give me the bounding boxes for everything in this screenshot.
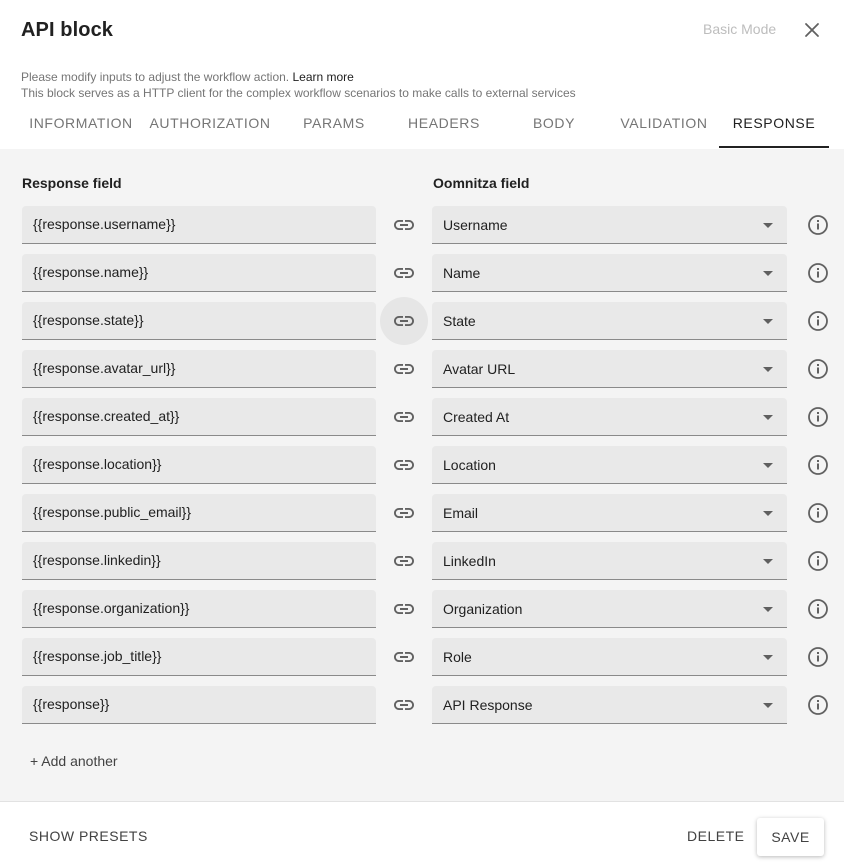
mapping-row (0, 398, 844, 436)
chevron-down-icon (763, 463, 773, 468)
mapping-row (0, 590, 844, 628)
basic-mode-toggle[interactable]: Basic Mode (703, 21, 777, 37)
oomnitza-field-select[interactable] (432, 590, 787, 628)
mapping-row (0, 206, 844, 244)
link-icon (392, 549, 416, 573)
info-icon (806, 261, 830, 285)
oomnitza-field-value: Location (443, 457, 496, 473)
link-icon (392, 453, 416, 477)
oomnitza-field-select[interactable] (432, 638, 787, 676)
info-icon (806, 357, 830, 381)
description-line-2: This block serves as a HTTP client for the complex workflow scenarios to make calls to external services (21, 86, 576, 100)
chevron-down-icon (763, 271, 773, 276)
oomnitza-field-select[interactable] (432, 542, 787, 580)
tab-validation[interactable]: VALIDATION (620, 115, 708, 131)
link-icon (392, 357, 416, 381)
mapping-row (0, 350, 844, 388)
dialog-footer (0, 801, 844, 864)
oomnitza-field-value: Role (443, 649, 472, 665)
link-button[interactable] (380, 633, 428, 681)
info-button[interactable] (806, 549, 830, 573)
tab-information[interactable]: INFORMATION (29, 115, 133, 131)
oomnitza-field-value: API Response (443, 697, 533, 713)
oomnitza-field-select[interactable] (432, 350, 787, 388)
info-icon (806, 597, 830, 621)
oomnitza-field-select[interactable] (432, 446, 787, 484)
info-button[interactable] (806, 309, 830, 333)
info-button[interactable] (806, 597, 830, 621)
oomnitza-field-value: State (443, 313, 476, 329)
info-button[interactable] (806, 261, 830, 285)
mapping-row (0, 254, 844, 292)
mapping-row (0, 302, 844, 340)
link-button[interactable] (380, 441, 428, 489)
oomnitza-field-value: Avatar URL (443, 361, 516, 377)
link-button[interactable] (380, 345, 428, 393)
close-icon (800, 18, 824, 42)
response-field-input[interactable]: {{response}} (22, 686, 376, 724)
chevron-down-icon (763, 607, 773, 612)
chevron-down-icon (763, 511, 773, 516)
response-mapping-panel (0, 149, 844, 801)
oomnitza-field-value: Email (443, 505, 479, 521)
delete-button[interactable]: DELETE (687, 828, 745, 844)
chevron-down-icon (763, 319, 773, 324)
dialog-header (0, 0, 844, 150)
oomnitza-field-value: LinkedIn (443, 553, 496, 569)
link-button[interactable] (380, 585, 428, 633)
info-icon (806, 693, 830, 717)
tab-body[interactable]: BODY (532, 115, 576, 131)
oomnitza-field-select[interactable] (432, 302, 787, 340)
link-button[interactable] (380, 201, 428, 249)
add-another-button[interactable]: + Add another (30, 753, 118, 769)
info-button[interactable] (806, 501, 830, 525)
chevron-down-icon (763, 223, 773, 228)
link-icon (392, 645, 416, 669)
info-icon (806, 645, 830, 669)
tab-authorization[interactable]: AUTHORIZATION (149, 115, 271, 131)
info-button[interactable] (806, 357, 830, 381)
chevron-down-icon (763, 559, 773, 564)
chevron-down-icon (763, 367, 773, 372)
mapping-row (0, 638, 844, 676)
response-field-header: Response field (22, 175, 122, 191)
mapping-row (0, 494, 844, 532)
mapping-row (0, 446, 844, 484)
tab-bar (0, 100, 844, 149)
info-button[interactable] (806, 213, 830, 237)
response-field-input[interactable]: {{response.job_title}} (22, 638, 376, 676)
info-icon (806, 213, 830, 237)
response-field-input[interactable]: {{response.avatar_url}} (22, 350, 376, 388)
tab-headers[interactable]: HEADERS (408, 115, 480, 131)
chevron-down-icon (763, 655, 773, 660)
oomnitza-field-select[interactable] (432, 254, 787, 292)
response-field-input[interactable]: {{response.public_email}} (22, 494, 376, 532)
link-icon (392, 261, 416, 285)
description-text: Please modify inputs to adjust the workflow action. (21, 70, 293, 84)
info-button[interactable] (806, 405, 830, 429)
info-icon (806, 501, 830, 525)
block-description (21, 69, 576, 101)
response-field-input[interactable]: {{response.linkedin}} (22, 542, 376, 580)
info-button[interactable] (806, 453, 830, 477)
mapping-row (0, 542, 844, 580)
link-button[interactable] (380, 537, 428, 585)
link-icon (392, 405, 416, 429)
info-button[interactable] (806, 645, 830, 669)
oomnitza-field-value: Organization (443, 601, 523, 617)
info-icon (806, 549, 830, 573)
info-icon (806, 453, 830, 477)
save-button[interactable]: SAVE (757, 818, 824, 856)
link-button[interactable] (380, 249, 428, 297)
response-field-input[interactable]: {{response.organization}} (22, 590, 376, 628)
link-button[interactable] (380, 297, 428, 345)
oomnitza-field-select[interactable] (432, 494, 787, 532)
oomnitza-field-select[interactable] (432, 686, 787, 724)
learn-more-link[interactable]: Learn more (292, 70, 354, 84)
link-button[interactable] (380, 489, 428, 537)
chevron-down-icon (763, 415, 773, 420)
oomnitza-field-select[interactable] (432, 398, 787, 436)
link-button[interactable] (380, 681, 428, 729)
response-field-input[interactable]: {{response.state}} (22, 302, 376, 340)
close-button[interactable] (800, 18, 824, 42)
info-icon (806, 309, 830, 333)
response-field-input[interactable]: {{response.username}} (22, 206, 376, 244)
tab-params[interactable]: PARAMS (303, 115, 365, 131)
oomnitza-field-select[interactable] (432, 206, 787, 244)
tab-response[interactable]: RESPONSE (719, 100, 829, 148)
link-button[interactable] (380, 393, 428, 441)
response-field-input[interactable]: {{response.location}} (22, 446, 376, 484)
oomnitza-field-value: Created At (443, 409, 510, 425)
response-field-input[interactable]: {{response.name}} (22, 254, 376, 292)
show-presets-button[interactable]: SHOW PRESETS (29, 828, 148, 844)
oomnitza-field-value: Name (443, 265, 481, 281)
oomnitza-field-value: Username (443, 217, 508, 233)
link-icon (392, 213, 416, 237)
info-icon (806, 405, 830, 429)
response-field-input[interactable]: {{response.created_at}} (22, 398, 376, 436)
page-title: API block (21, 19, 114, 41)
link-icon (392, 693, 416, 717)
link-icon (392, 501, 416, 525)
info-button[interactable] (806, 693, 830, 717)
chevron-down-icon (763, 703, 773, 708)
link-icon (392, 597, 416, 621)
link-icon (392, 309, 416, 333)
mapping-row (0, 686, 844, 724)
oomnitza-field-header: Oomnitza field (433, 175, 530, 191)
